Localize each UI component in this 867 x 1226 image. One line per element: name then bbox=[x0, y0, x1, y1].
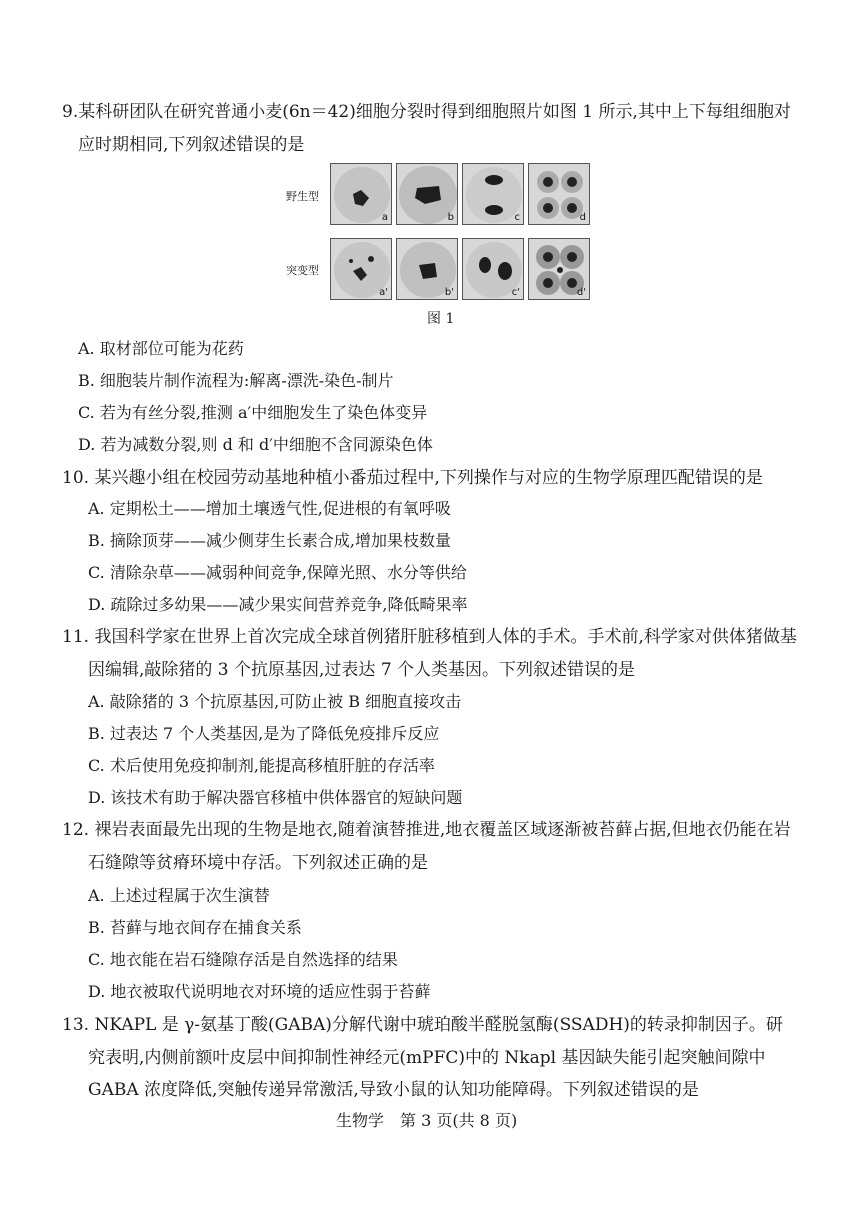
q13-stem-line1: 13. NKAPL 是 γ-氨基丁酸(GABA)分解代谢中琥珀酸半醛脱氢酶(SSADH)的转录抑制因子。研 bbox=[62, 1015, 783, 1035]
q11-stem-line2: 因编辑,敲除猪的 3 个抗原基因,过表达 7 个人类基因。下列叙述错误的是 bbox=[88, 660, 636, 680]
cell-label-b-prime: b' bbox=[444, 287, 454, 298]
q9-option-c: C. 若为有丝分裂,推测 a′中细胞发生了染色体变异 bbox=[78, 403, 428, 422]
cell-photo-a-prime bbox=[330, 238, 392, 300]
q9-option-a: A. 取材部位可能为花药 bbox=[78, 339, 244, 358]
page-footer: 生物学 第 3 页(共 8 页) bbox=[336, 1111, 518, 1130]
figure-1 bbox=[286, 160, 596, 330]
cell-label-d: d bbox=[579, 212, 586, 223]
cell-photo-b bbox=[396, 163, 458, 225]
cell-label-d-prime: d' bbox=[576, 287, 586, 298]
cell-label-a: a bbox=[381, 212, 388, 223]
row-label-mutant: 突变型 bbox=[286, 264, 319, 277]
q12-stem-line1: 12. 裸岩表面最先出现的生物是地衣,随着演替推进,地衣覆盖区域逐渐被苔藓占据,但地衣仍能在岩 bbox=[62, 820, 791, 840]
q11-option-a: A. 敲除猪的 3 个抗原基因,可防止被 B 细胞直接攻击 bbox=[88, 692, 462, 711]
cell-photo-d bbox=[528, 163, 590, 225]
cell-photo-a bbox=[330, 163, 392, 225]
cell-label-a-prime: a' bbox=[379, 287, 388, 298]
q9-stem-line2: 应时期相同,下列叙述错误的是 bbox=[78, 135, 305, 155]
cell-label-c-prime: c' bbox=[511, 287, 520, 298]
figure-caption: 图 1 bbox=[427, 311, 455, 327]
q10-option-d: D. 疏除过多幼果——减少果实间营养竞争,降低畸果率 bbox=[88, 595, 468, 614]
cell-photo-b-prime bbox=[396, 238, 458, 300]
q12-option-b: B. 苔藓与地衣间存在捕食关系 bbox=[88, 918, 302, 937]
cell-photo-c-prime bbox=[462, 238, 524, 300]
q9-option-d: D. 若为减数分裂,则 d 和 d′中细胞不含同源染色体 bbox=[78, 435, 433, 454]
q10-stem-line1: 10. 某兴趣小组在校园劳动基地种植小番茄过程中,下列操作与对应的生物学原理匹配错误的是 bbox=[62, 468, 763, 488]
q10-option-b: B. 摘除顶芽——减少侧芽生长素合成,增加果枝数量 bbox=[88, 531, 452, 550]
q9-option-b: B. 细胞装片制作流程为:解离-漂洗-染色-制片 bbox=[78, 371, 394, 390]
cell-photo-c bbox=[462, 163, 524, 225]
q13-stem-line3: GABA 浓度降低,突触传递异常激活,导致小鼠的认知功能障碍。下列叙述错误的是 bbox=[88, 1080, 699, 1100]
q11-stem-line1: 11. 我国科学家在世界上首次完成全球首例猪肝脏移植到人体的手术。手术前,科学家对供体猪做基 bbox=[62, 627, 797, 647]
q11-option-c: C. 术后使用免疫抑制剂,能提高移植肝脏的存活率 bbox=[88, 756, 435, 775]
cell-photo-d-prime bbox=[528, 238, 590, 300]
q12-option-c: C. 地衣能在岩石缝隙存活是自然选择的结果 bbox=[88, 950, 398, 969]
cell-label-c: c bbox=[514, 212, 520, 223]
q11-option-b: B. 过表达 7 个人类基因,是为了降低免疫排斥反应 bbox=[88, 724, 440, 743]
q12-stem-line2: 石缝隙等贫瘠环境中存活。下列叙述正确的是 bbox=[88, 853, 428, 873]
q11-option-d: D. 该技术有助于解决器官移植中供体器官的短缺问题 bbox=[88, 788, 463, 807]
cell-label-b: b bbox=[447, 212, 454, 223]
q10-option-a: A. 定期松土——增加土壤透气性,促进根的有氧呼吸 bbox=[88, 499, 451, 518]
row-label-wild-type: 野生型 bbox=[286, 190, 319, 203]
q10-option-c: C. 清除杂草——减弱种间竞争,保障光照、水分等供给 bbox=[88, 563, 467, 582]
q13-stem-line2: 究表明,内侧前额叶皮层中间抑制性神经元(mPFC)中的 Nkapl 基因缺失能引起突触间隙中 bbox=[88, 1048, 766, 1068]
q12-option-a: A. 上述过程属于次生演替 bbox=[88, 886, 270, 905]
q12-option-d: D. 地衣被取代说明地衣对环境的适应性弱于苔藓 bbox=[88, 982, 431, 1001]
q9-stem-line1: 9.某科研团队在研究普通小麦(6n＝42)细胞分裂时得到细胞照片如图 1 所示,其中上下每组细胞对 bbox=[62, 102, 791, 122]
